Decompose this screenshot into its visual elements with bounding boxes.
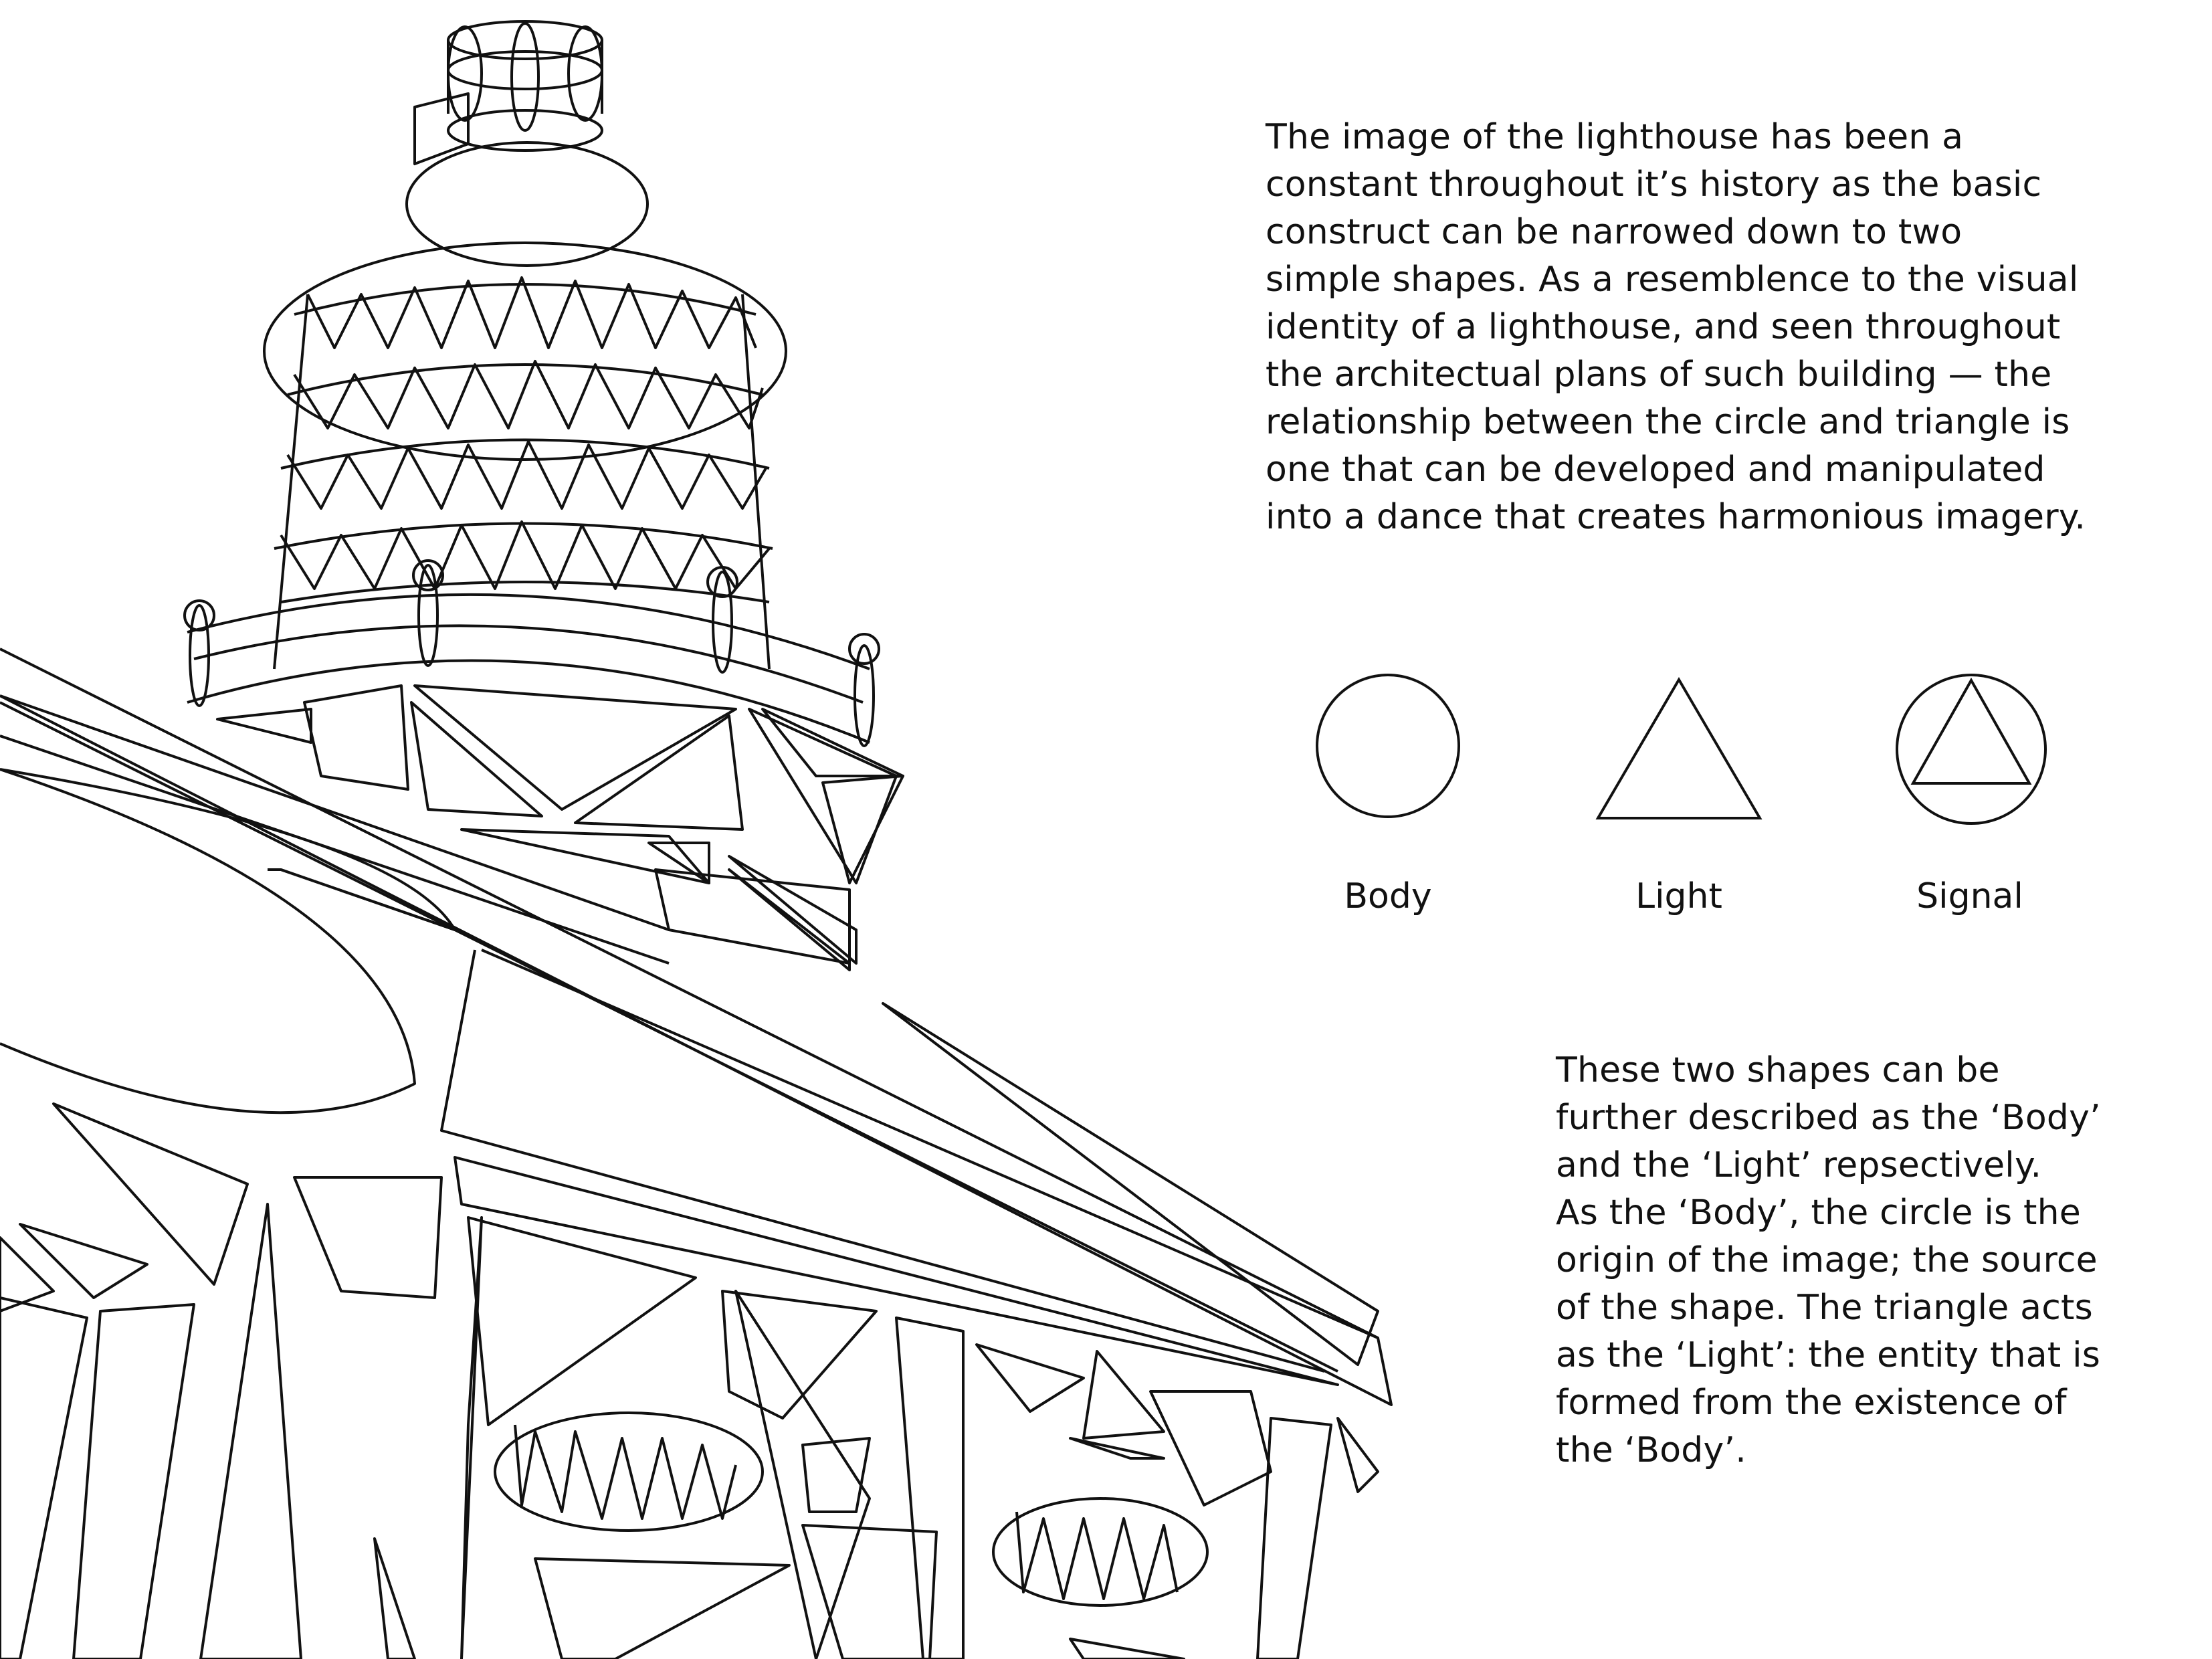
explain-line: origin of the image; the source: [1556, 1240, 2098, 1280]
gallery-ring: [185, 561, 879, 746]
triangle-icon: [1595, 677, 1763, 821]
shape-label-light: Light: [1635, 876, 1722, 916]
explain-line: These two shapes can be: [1556, 1050, 2000, 1090]
intro-line: constant throughout it’s history as the basic: [1266, 165, 2042, 205]
circle-icon: [1314, 672, 1462, 819]
explain-line: and the ‘Light’ repsectively.: [1556, 1145, 2042, 1185]
explain-paragraph: [1556, 1047, 2144, 1474]
explain-line: As the ‘Body’, the circle is the: [1556, 1193, 2081, 1233]
lower-panels: [0, 1104, 1378, 1659]
intro-line: relationship between the circle and triangle is: [1266, 402, 2070, 442]
shape-label-body: Body: [1344, 876, 1432, 916]
intro-line: construct can be narrowed down to two: [1266, 212, 1963, 252]
intro-line: simple shapes. As a resemblence to the visual: [1266, 260, 2079, 300]
explain-line: the ‘Body’.: [1556, 1430, 1746, 1470]
circle-triangle-icon: [1894, 672, 2048, 826]
intro-line: into a dance that creates harmonious imagery.: [1266, 497, 2086, 537]
intro-paragraph: [1266, 114, 2155, 541]
light-beams: [0, 649, 1391, 1405]
intro-line: one that can be developed and manipulated: [1266, 450, 2045, 490]
intro-line: the architectual plans of such building — the: [1266, 355, 2052, 395]
oval-windows: [495, 1413, 1207, 1605]
lantern-cap: [407, 21, 647, 266]
intro-line: identity of a lighthouse, and seen throughout: [1266, 307, 2061, 347]
explain-line: formed from the existence of: [1556, 1383, 2067, 1423]
intro-line: The image of the lighthouse has been a: [1266, 117, 1964, 157]
lantern-room: [264, 243, 786, 669]
explain-line: of the shape. The triangle acts: [1556, 1288, 2093, 1328]
explain-line: as the ‘Light’: the entity that is: [1556, 1335, 2101, 1375]
explain-line: further described as the ‘Body’: [1556, 1098, 2101, 1138]
shape-label-signal: Signal: [1916, 876, 2023, 916]
